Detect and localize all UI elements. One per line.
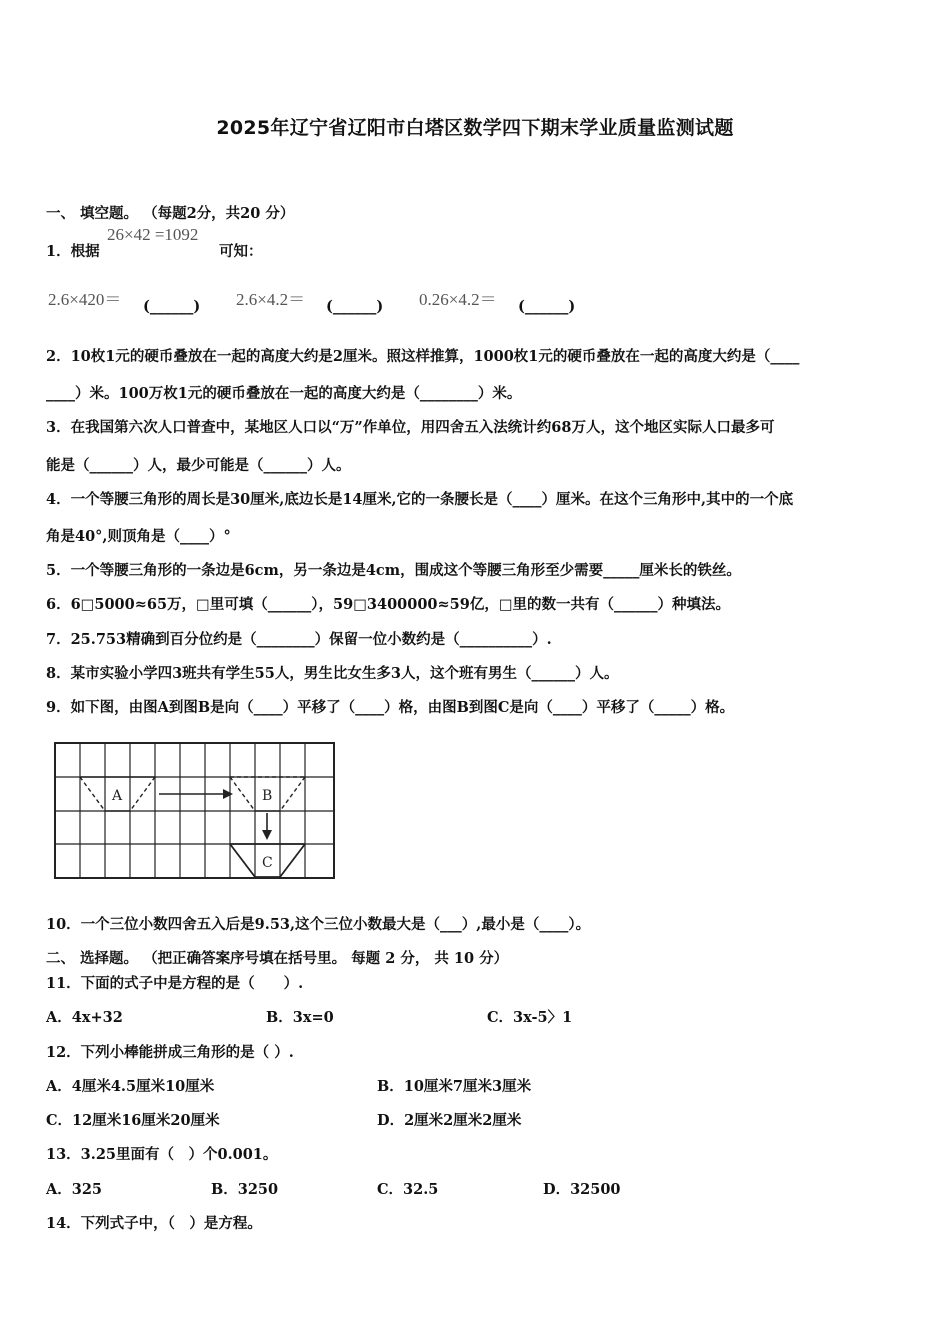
q12-option-a[interactable]: A．4厘米4.5厘米10厘米 [46, 1078, 215, 1095]
q14-stem: 14．下列式子中，（ ）是方程。 [46, 1215, 262, 1232]
q8: 8．某市实验小学四3班共有学生55人，男生比女生多3人，这个班有男生（______）人。 [46, 665, 619, 682]
section1-heading: 一、 填空题。 （每题2分，共20 分） [46, 205, 295, 222]
q1-item-2-blank[interactable]: (______) [326, 298, 384, 315]
q1-item-1-expr: 2.6×420＝ [48, 290, 122, 309]
q1-item-2-expr: 2.6×4.2＝ [236, 290, 306, 309]
arrow-right [159, 789, 233, 799]
q10: 10．一个三位小数四舍五入后是9.53,这个三位小数最大是（___）,最小是（____）。 [46, 916, 591, 933]
q12-option-c[interactable]: C．12厘米16厘米20厘米 [46, 1112, 220, 1129]
section2-heading: 二、 选择题。 （把正确答案序号填在括号里。 每题 2 分， 共 10 分） [46, 950, 509, 967]
label-c: C [262, 855, 273, 871]
q2-line1: 2．10枚1元的硬币叠放在一起的高度大约是2厘米。照这样推算，1000枚1元的硬币叠放在一起的高度大约是（____ [46, 348, 800, 365]
label-a: A [112, 788, 123, 804]
q13-option-c[interactable]: C．32.5 [377, 1181, 439, 1198]
q5: 5．一个等腰三角形的一条边是6cm，另一条边是4cm，围成这个等腰三角形至少需要_____厘米长的铁丝。 [46, 562, 741, 579]
q9: 9．如下图，由图A到图B是向（____）平移了（____）格，由图B到图C是向（____）平移了（_____）格。 [46, 699, 735, 716]
q7: 7．25.753精确到百分位约是（________）保留一位小数约是（__________）. [46, 631, 552, 648]
q12-option-d[interactable]: D．2厘米2厘米2厘米 [377, 1112, 522, 1129]
page-title: 2025年辽宁省辽阳市白塔区数学四下期末学业质量监测试题 [216, 117, 734, 139]
q3-line2: 能是（______）人，最少可能是（______）人。 [46, 457, 351, 474]
q1-item-1-blank[interactable]: (______) [143, 298, 201, 315]
q6: 6．6□5000≈65万，□里可填（______），59□3400000≈59亿，□里的数一共有（______）种填法。 [46, 596, 731, 613]
q12-option-b[interactable]: B．10厘米7厘米3厘米 [377, 1078, 532, 1095]
q1-prefix: 1．根据 [46, 243, 100, 260]
q13-option-d[interactable]: D．32500 [543, 1181, 621, 1198]
translation-grid-figure [53, 740, 338, 882]
q13-option-b[interactable]: B．3250 [211, 1181, 279, 1198]
q1-item-3-expr: 0.26×4.2＝ [419, 290, 497, 309]
q4-line2: 角是40°,则顶角是（____）° [46, 528, 231, 545]
label-b: B [262, 788, 273, 804]
q3-line1: 3．在我国第六次人口普查中，某地区人口以“万”作单位，用四舍五入法统计约68万人，这个地区实际人口最多可 [46, 419, 775, 436]
q1-given-formula: 26×42 =1092 [107, 225, 199, 244]
q11-option-a[interactable]: A．4x+32 [46, 1009, 123, 1026]
q11-stem: 11．下面的式子中是方程的是（ ）. [46, 975, 304, 992]
q4-line1: 4．一个等腰三角形的周长是30厘米,底边长是14厘米,它的一条腰长是（____）厘米。在这个三角形中,其中的一个底 [46, 491, 794, 508]
q12-stem: 12．下列小棒能拼成三角形的是（ ）. [46, 1044, 294, 1061]
arrow-down [262, 813, 272, 840]
q1-suffix: 可知： [219, 243, 263, 260]
q1-item-3-blank[interactable]: (______) [518, 298, 576, 315]
q13-option-a[interactable]: A．325 [46, 1181, 103, 1198]
q13-stem: 13．3.25里面有（ ）个0.001。 [46, 1146, 278, 1163]
q11-option-b[interactable]: B．3x=0 [266, 1009, 334, 1026]
grid-lines [55, 743, 334, 878]
q2-line2: ____）米。100万枚1元的硬币叠放在一起的高度大约是（________）米。 [46, 385, 522, 402]
q11-option-c[interactable]: C．3x-5〉1 [487, 1009, 573, 1026]
